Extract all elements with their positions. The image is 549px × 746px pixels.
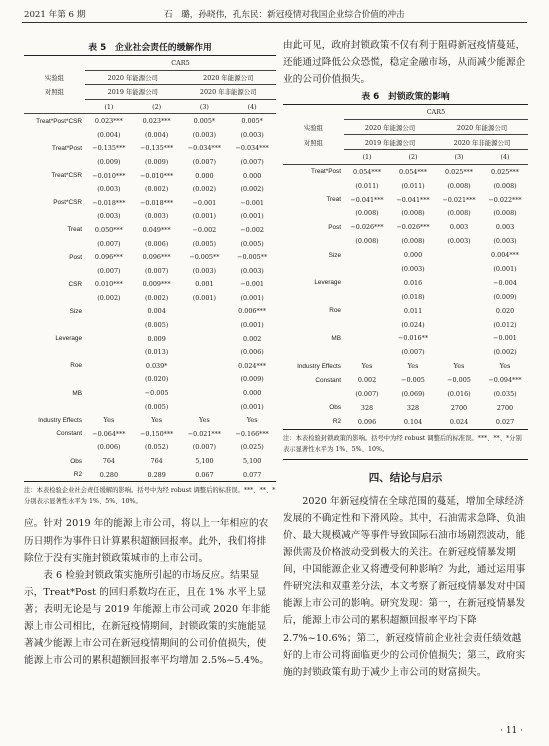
table5-cell-coef: 0.006*** bbox=[238, 307, 267, 316]
table6-cell-se: (0.008) bbox=[355, 209, 379, 218]
table6-cell-se bbox=[344, 290, 390, 304]
table6-cell-coef: 2700 bbox=[450, 403, 468, 412]
table5-cell-se: (0.001) bbox=[192, 293, 217, 302]
table5-cell-se: (0.001) bbox=[240, 321, 264, 330]
table5-cell-coef: 0.000 bbox=[195, 171, 214, 180]
table6-se-row bbox=[283, 290, 528, 304]
table6-cell-se: (0.001) bbox=[493, 265, 517, 274]
table5-row-label: MB bbox=[72, 389, 82, 397]
table6-row bbox=[283, 415, 528, 429]
table6-group1-exp: 2020 年能源公司 bbox=[344, 120, 436, 135]
table6-colnum: (2) bbox=[408, 152, 418, 161]
table5-cell-coef: 0.004 bbox=[147, 307, 166, 316]
table6-cell-se bbox=[436, 262, 482, 276]
table5-cell-coef: −0.034*** bbox=[187, 144, 221, 153]
table5-row bbox=[24, 250, 276, 264]
table5-cell-coef bbox=[85, 386, 133, 400]
table5-cell-coef: −0.005 bbox=[144, 389, 169, 398]
table5-cell-coef: −0.135*** bbox=[92, 144, 126, 153]
table6-cell-coef: 0.011 bbox=[403, 306, 423, 315]
table5-cell-coef: −0.018*** bbox=[140, 198, 174, 207]
table6-cell-se: (0.011) bbox=[355, 181, 379, 190]
table5-se-row bbox=[24, 345, 276, 359]
table6-cell-se: (0.035) bbox=[493, 390, 517, 399]
table5-cell-coef: −0.010*** bbox=[92, 171, 126, 180]
table6-cell-coef: 0.027 bbox=[495, 417, 515, 426]
table6-colnum: (4) bbox=[500, 152, 510, 161]
table6-cell-coef: −0.041*** bbox=[396, 195, 430, 204]
table5-group1-exp: 2020 年能源公司 bbox=[85, 70, 181, 85]
table5-cell-se: (0.007) bbox=[97, 266, 121, 275]
table6-cell-se bbox=[344, 345, 390, 359]
table6-row-label: R2 bbox=[332, 418, 341, 426]
table5-se-row bbox=[24, 155, 276, 169]
table5-caption: 表 5 企业社会责任的缓解作用 bbox=[88, 43, 212, 53]
table5-cell-coef: −0.034*** bbox=[235, 144, 269, 153]
table5-row bbox=[24, 169, 276, 183]
table5-cell-coef: −0.001 bbox=[240, 280, 264, 289]
conclusion-paragraph: 2020 年新冠疫情在全球范围的蔓延，增加全球经济发展的不确定性和下滑风险。其中，石油需求急降、负油价、最大规模减产等事件导致国际石油市场剧烈波动，能源供需及价格波动受到极大的关注。在新冠疫情暴发期间，中国能源企业又将遭受何种影响？为此，通过运用事件研究法和双重差分法，本文考察了新冠疫情暴发对中国能源上市公司的影响。研究发现：第一，在新冠疫情暴发后，能源上市公司的累积超额回报率平均下降 2.7%~10.6%；第二，新冠疫情前企业社会责任绩效越好的上市公司将面临更少的公司价值损失；第三，政府实施的封锁政策有助于减少上市公司的财富损失。 bbox=[283, 495, 526, 678]
table6-cell-coef: Yes bbox=[407, 362, 419, 371]
table6-cell-coef: −0.041*** bbox=[350, 195, 384, 204]
table5-cell-coef: 0.000 bbox=[242, 389, 262, 398]
table6-cell-se: (0.002) bbox=[493, 348, 517, 357]
table6-se-row bbox=[283, 234, 528, 248]
table6-cell-coef: −0.022*** bbox=[488, 195, 522, 204]
table5-cell-se bbox=[181, 318, 229, 332]
table6-cell-se: (0.008) bbox=[493, 209, 517, 218]
table6-row bbox=[283, 304, 528, 318]
table5 bbox=[24, 55, 276, 481]
table6-se-row bbox=[283, 318, 528, 332]
table5-se-row bbox=[24, 318, 276, 332]
table5-cell-se: (0.006) bbox=[144, 239, 169, 248]
table6-cell-coef: −0.094*** bbox=[488, 376, 522, 385]
table6-cell-coef: 0.016 bbox=[403, 278, 423, 287]
table6-cell-coef: 328 bbox=[360, 403, 374, 412]
table6-se-row bbox=[283, 207, 528, 221]
table5-exp-label: 实验组 bbox=[44, 73, 65, 82]
table6-cell-se bbox=[344, 318, 390, 332]
table5-cell-se: (0.001) bbox=[240, 293, 264, 302]
table5-cell-se: (0.013) bbox=[144, 348, 169, 357]
table5-cell-coef: −0.150*** bbox=[140, 429, 174, 438]
table6-cell-se: (0.008) bbox=[447, 181, 471, 190]
table5-cell-se: (0.003) bbox=[144, 212, 169, 221]
table5-cell-coef: 0.067 bbox=[195, 470, 214, 479]
table5-cell-coef: 0.005* bbox=[241, 117, 263, 126]
table5-cell-coef bbox=[85, 305, 133, 319]
table5-cell-se bbox=[181, 400, 229, 414]
table5-row-label: Roe bbox=[70, 362, 82, 370]
table5-cell-se: (0.006) bbox=[97, 443, 121, 452]
table6-cell-coef: 2700 bbox=[496, 403, 514, 412]
table5-cell-coef: 0.049*** bbox=[142, 225, 171, 234]
table6-cell-se bbox=[436, 345, 482, 359]
table5-cell-se: (0.006) bbox=[240, 348, 264, 357]
table5-row bbox=[24, 142, 276, 156]
table5-cell-coef: 0.289 bbox=[147, 470, 166, 479]
table6-cell-se bbox=[344, 262, 390, 276]
table5-cell-se: (0.007) bbox=[192, 443, 217, 452]
table6-cell-coef: −0.016** bbox=[397, 334, 429, 343]
table5-cell-se: (0.005) bbox=[240, 239, 264, 248]
table5-colnum: (2) bbox=[152, 102, 162, 111]
header-rule bbox=[22, 22, 527, 23]
table5-cell-coef: 5,100 bbox=[242, 457, 262, 466]
table6-cell-coef: 0.000 bbox=[403, 251, 423, 260]
table6-cell-se: (0.007) bbox=[401, 348, 425, 357]
table5-cell-coef bbox=[85, 359, 133, 373]
table6-row-label: Constant bbox=[315, 376, 341, 384]
table5-cell-coef: −0.002 bbox=[192, 225, 217, 234]
table5-cell-coef: −0.021*** bbox=[187, 429, 221, 438]
table5-row bbox=[24, 468, 276, 482]
table5-cell-coef: 0.010*** bbox=[94, 280, 123, 289]
table6-cell-coef: 0.104 bbox=[403, 417, 423, 426]
table5-row-label: Industry Effects bbox=[38, 416, 82, 424]
table5-cell-coef bbox=[181, 305, 229, 319]
table6-cell-coef: −0.021*** bbox=[442, 195, 476, 204]
table6-cell-coef bbox=[436, 276, 482, 290]
table5-cell-se: (0.009) bbox=[97, 157, 121, 166]
table6-cell-se bbox=[436, 290, 482, 304]
table6-cell-coef bbox=[436, 304, 482, 318]
table5-cell-se: (0.005) bbox=[144, 321, 169, 330]
table5-cell-coef: −0.018*** bbox=[92, 198, 126, 207]
table5-group2-ctl: 2020 年非能源公司 bbox=[181, 85, 277, 100]
table6-row-label: Obs bbox=[329, 404, 341, 412]
table5-se-row bbox=[24, 128, 276, 142]
table5-cell-coef bbox=[181, 359, 229, 373]
table6-row bbox=[283, 220, 528, 234]
table6-colnum: (3) bbox=[454, 152, 464, 161]
table5-cell-coef bbox=[85, 332, 133, 346]
table5-cell-coef: −0.005** bbox=[189, 253, 220, 262]
table5-se-row bbox=[24, 237, 276, 251]
table5-se-row bbox=[24, 182, 276, 196]
table6-cell-coef: −0.005 bbox=[401, 376, 425, 385]
issue-label: 2021 年第 6 期 bbox=[24, 10, 86, 20]
table5-cell-se: (0.005) bbox=[192, 239, 217, 248]
table5-cell-coef: 0.077 bbox=[242, 470, 262, 479]
table5-cell-coef: 0.009 bbox=[147, 334, 166, 343]
table6-cell-coef: −0.004 bbox=[493, 278, 517, 287]
table6-cell-coef: 0.096 bbox=[357, 417, 377, 426]
table5-colnum: (1) bbox=[104, 102, 114, 111]
right-top-paragraph: 由此可见，政府封锁政策不仅有利于阻碍新冠疫情蔓延，还能通过降低公众恐慌，稳定金融市场，从而减少能源企业的公司价值损失。 bbox=[283, 40, 526, 86]
authors-title: 石 璐，孙晓伟，孔东民：新冠疫情对我国企业综合价值的冲击 bbox=[164, 10, 405, 20]
table5-se-row bbox=[24, 210, 276, 224]
table6-se-row bbox=[283, 179, 528, 193]
table5-cell-se: (0.003) bbox=[192, 130, 217, 139]
table5-cell-coef bbox=[181, 332, 229, 346]
table6-cell-coef bbox=[344, 276, 390, 290]
table6-cell-se: (0.016) bbox=[447, 390, 471, 399]
table5-se-row bbox=[24, 264, 276, 278]
table5-cell-coef: Yes bbox=[103, 416, 115, 425]
table5-group1-ctl: 2019 年能源公司 bbox=[85, 85, 181, 100]
table5-se-row bbox=[24, 400, 276, 414]
table5-cell-coef: −0.064*** bbox=[92, 429, 126, 438]
table5-cell-coef: 0.050*** bbox=[94, 225, 123, 234]
table5-cell-se: (0.003) bbox=[97, 185, 121, 194]
table5-cell-coef: 0.001 bbox=[195, 280, 214, 289]
table6-cell-coef: 0.025*** bbox=[445, 167, 473, 176]
table6-exp-label: 实验组 bbox=[303, 123, 324, 132]
table5-row-label: Leverage bbox=[55, 335, 82, 343]
table5-cell-coef: 0.002 bbox=[242, 334, 262, 343]
table5-cell-se: (0.020) bbox=[144, 375, 169, 384]
table5-dep-var: CAR5 bbox=[85, 56, 276, 71]
table5-cell-coef: −0.005** bbox=[237, 253, 268, 262]
table5-cell-coef: 0.096*** bbox=[142, 253, 171, 262]
table5-cell-se: (0.003) bbox=[97, 212, 121, 221]
table5-cell-se: (0.002) bbox=[97, 293, 121, 302]
table5-row bbox=[24, 114, 276, 128]
table6-cell-coef bbox=[344, 248, 390, 262]
table5-row bbox=[24, 359, 276, 373]
table6-cell-se: (0.018) bbox=[401, 292, 425, 301]
table5-group2-exp: 2020 年能源公司 bbox=[181, 70, 277, 85]
table6-cell-se: (0.003) bbox=[447, 237, 471, 246]
right-column bbox=[283, 40, 528, 681]
table6-cell-coef: −0.005 bbox=[447, 376, 471, 385]
table6-note: 注：本表检验封锁政策的影响。括号中为经 robust 调整后的标准误。***、**、*分别表示显著性水平为 1%、5%、10%。 bbox=[283, 429, 528, 460]
table5-cell-se: (0.001) bbox=[240, 212, 264, 221]
table5-cell-se: (0.003) bbox=[240, 130, 264, 139]
table5-cell-coef: Yes bbox=[246, 416, 258, 425]
table5-cell-coef: 764 bbox=[150, 457, 163, 466]
table6-dep-var: CAR5 bbox=[344, 105, 528, 120]
table6-se-row bbox=[283, 262, 528, 276]
table6-group2-ctl: 2020 年非能源公司 bbox=[436, 135, 528, 150]
table5-cell-coef: Yes bbox=[199, 416, 210, 425]
table5-cell-se: (0.003) bbox=[240, 266, 264, 275]
table5-row-label: Size bbox=[69, 307, 82, 315]
table6-cell-coef: 0.020 bbox=[495, 306, 515, 315]
table5-cell-se: (0.004) bbox=[144, 130, 169, 139]
table5-cell-coef: Yes bbox=[151, 416, 162, 425]
table6-cell-se: (0.003) bbox=[401, 265, 425, 274]
table5-row bbox=[24, 223, 276, 237]
table5-colnum: (3) bbox=[199, 102, 209, 111]
table5-cell-coef: −0.001 bbox=[192, 198, 217, 207]
table6-cell-coef bbox=[436, 248, 482, 262]
table5-cell-se: (0.007) bbox=[192, 157, 217, 166]
table5-cell-se: (0.009) bbox=[144, 157, 169, 166]
table6-cell-coef bbox=[344, 332, 390, 346]
table6-cell-coef: Yes bbox=[499, 362, 511, 371]
table6-cell-se: (0.008) bbox=[447, 209, 471, 218]
table5-cell-se: (0.002) bbox=[144, 185, 169, 194]
table5-cell-se: (0.007) bbox=[144, 266, 169, 275]
table5-cell-se bbox=[85, 400, 133, 414]
left-column bbox=[24, 40, 276, 669]
table5-note: 注：本表检验企业社会责任缓解的影响。括号中为经 robust 调整后的标准误。***、**、*分别表示显著性水平为 1%、5%、10%。 bbox=[24, 481, 276, 511]
table6-cell-coef: 0.054*** bbox=[399, 167, 427, 176]
table6-row-label: Roe bbox=[329, 307, 341, 315]
table6-row-label: Treat bbox=[326, 196, 341, 204]
table5-cell-coef: −0.166*** bbox=[235, 429, 269, 438]
table5-cell-se bbox=[181, 373, 229, 387]
table5-cell-coef: 0.039* bbox=[145, 361, 168, 370]
table5-row-label: Post bbox=[69, 253, 82, 261]
table5-cell-se: (0.001) bbox=[240, 402, 264, 411]
table5-cell-se bbox=[85, 345, 133, 359]
left-paragraph-1: 应。针对 2019 年的能源上市公司，将以上一年相应的农历日期作为事件日计算累积超额回报率。此外，我们将排除位于没有实施封锁政策城市的上市公司。 bbox=[24, 518, 269, 564]
table5-row bbox=[24, 196, 276, 210]
table6-cell-coef: Yes bbox=[361, 362, 373, 371]
table6-cell-coef: −0.001 bbox=[493, 334, 517, 343]
table5-cell-coef: 0.005* bbox=[193, 117, 216, 126]
table5-cell-se: (0.001) bbox=[192, 212, 217, 221]
table6-group2-exp: 2020 年能源公司 bbox=[436, 120, 528, 135]
table5-row-label: Treat*Post bbox=[52, 144, 82, 152]
table6-cell-coef: −0.026*** bbox=[396, 223, 430, 232]
table5-row-label: Obs bbox=[70, 457, 82, 465]
left-paragraph-2: 表 6 检验封锁政策实施所引起的市场反应。结果显示，Treat*Post 的回归系数均在正，且在 1% 水平上显著；表明无论是与 2019 年能源上市公司或 2020 年非能源上市公司相比，在新冠疫情期间，封锁政策的实施能显著减少能源上市公司在新冠疫情期间的公司价值损失，使能源上市公司的累积超额回报率平均增加 2.5%~5.4%。 bbox=[24, 569, 271, 667]
table6-cell-coef: 0.025*** bbox=[491, 167, 519, 176]
table5-colnum: (4) bbox=[247, 102, 257, 111]
table6-row bbox=[283, 332, 528, 346]
table5-cell-coef: 0.000 bbox=[242, 171, 262, 180]
table6 bbox=[283, 104, 528, 428]
table6-cell-se: (0.012) bbox=[493, 320, 517, 329]
table6-cell-coef: 0.054*** bbox=[353, 167, 381, 176]
table6-ctl-label: 对照组 bbox=[303, 138, 324, 147]
table5-row-label: CSR bbox=[68, 280, 82, 288]
table6-cell-se: (0.007) bbox=[355, 390, 379, 399]
table5-row bbox=[24, 332, 276, 346]
table5-se-row bbox=[24, 373, 276, 387]
table5-cell-se: (0.002) bbox=[240, 185, 264, 194]
table5-se-row bbox=[24, 291, 276, 305]
table6-se-row bbox=[283, 387, 528, 401]
table6-cell-coef: 328 bbox=[406, 403, 420, 412]
section-title: 四、结论与启示 bbox=[368, 471, 443, 484]
table6-cell-se: (0.003) bbox=[493, 237, 517, 246]
table6-cell-coef bbox=[344, 304, 390, 318]
table6-row bbox=[283, 373, 528, 387]
table6-cell-coef bbox=[436, 332, 482, 346]
table6-cell-coef: 0.024 bbox=[449, 417, 469, 426]
table5-cell-se: (0.007) bbox=[240, 157, 264, 166]
table5-row bbox=[24, 386, 276, 400]
table6-row-label: Post bbox=[328, 223, 341, 231]
table6-cell-se: (0.011) bbox=[401, 181, 425, 190]
table5-row bbox=[24, 413, 276, 427]
table5-row-label: R2 bbox=[73, 471, 82, 479]
table6-cell-se: (0.008) bbox=[401, 237, 425, 246]
table5-cell-se: (0.002) bbox=[192, 185, 217, 194]
table5-row bbox=[24, 454, 276, 468]
table6-row-label: Industry Effects bbox=[297, 362, 341, 370]
table5-cell-coef: 0.024*** bbox=[238, 361, 267, 370]
table5-se-row bbox=[24, 441, 276, 455]
table5-cell-coef: −0.010*** bbox=[140, 171, 174, 180]
table6-cell-coef: −0.026*** bbox=[350, 223, 384, 232]
table6-row bbox=[283, 248, 528, 262]
table5-row bbox=[24, 278, 276, 292]
table5-cell-se bbox=[181, 345, 229, 359]
table6-colnum: (1) bbox=[362, 152, 372, 161]
table5-cell-se: (0.009) bbox=[240, 375, 264, 384]
table6-cell-se: (0.009) bbox=[493, 292, 517, 301]
table6-row bbox=[283, 401, 528, 415]
table6-cell-coef: 0.003 bbox=[449, 223, 469, 232]
table6-row bbox=[283, 359, 528, 373]
table6-caption: 表 6 封锁政策的影响 bbox=[361, 92, 450, 103]
table5-row bbox=[24, 427, 276, 441]
table5-cell-coef: −0.001 bbox=[240, 198, 264, 207]
table5-cell-se bbox=[85, 373, 133, 387]
table6-group1-ctl: 2019 年能源公司 bbox=[344, 135, 436, 150]
table6-row bbox=[283, 164, 528, 178]
table5-row-label: Treat*CSR bbox=[51, 172, 82, 180]
table5-row-label: Constant bbox=[56, 430, 82, 438]
table6-row-label: Leverage bbox=[314, 279, 341, 287]
table5-cell-coef: 0.023*** bbox=[142, 117, 171, 126]
table5-cell-coef: 0.009*** bbox=[142, 280, 171, 289]
table6-cell-coef: 0.002 bbox=[357, 376, 377, 385]
table6-cell-se: (0.008) bbox=[401, 209, 425, 218]
table5-cell-se: (0.004) bbox=[97, 130, 121, 139]
table5-row-label: Treat*Post*CSR bbox=[36, 117, 82, 125]
table6-cell-se: (0.008) bbox=[493, 181, 517, 190]
table5-cell-coef: 5,100 bbox=[195, 457, 214, 466]
table5-cell-coef: 0.280 bbox=[99, 470, 119, 479]
table6-cell-se: (0.024) bbox=[401, 320, 425, 329]
table5-row-label: Treat bbox=[67, 226, 82, 234]
table6-cell-coef: 0.003 bbox=[495, 223, 515, 232]
table6-row bbox=[283, 193, 528, 207]
table5-cell-se: (0.002) bbox=[144, 293, 169, 302]
table6-cell-coef: Yes bbox=[453, 362, 465, 371]
table5-cell-coef: −0.135*** bbox=[140, 144, 174, 153]
table5-cell-se: (0.005) bbox=[144, 402, 169, 411]
table5-cell-se: (0.025) bbox=[240, 443, 264, 452]
table6-row-label: Size bbox=[328, 251, 341, 259]
table5-row-label: Post*CSR bbox=[53, 199, 82, 207]
table6-se-row bbox=[283, 345, 528, 359]
page-number: · 11 · bbox=[500, 726, 523, 736]
table6-cell-se: (0.008) bbox=[355, 237, 379, 246]
table5-cell-se bbox=[85, 318, 133, 332]
table5-cell-coef: 764 bbox=[102, 457, 115, 466]
table6-cell-se bbox=[436, 318, 482, 332]
table5-cell-coef: 0.023*** bbox=[94, 117, 123, 126]
table6-row-label: MB bbox=[331, 334, 341, 342]
table5-cell-se: (0.052) bbox=[144, 443, 169, 452]
table6-cell-coef: 0.004*** bbox=[491, 251, 519, 260]
table5-cell-coef: −0.002 bbox=[240, 225, 264, 234]
table5-cell-coef bbox=[181, 386, 229, 400]
table5-row bbox=[24, 305, 276, 319]
table6-row bbox=[283, 276, 528, 290]
table5-cell-se: (0.003) bbox=[192, 266, 217, 275]
table6-cell-se: (0.069) bbox=[401, 390, 425, 399]
table5-cell-se: (0.007) bbox=[97, 239, 121, 248]
table6-row-label: Treat*Post bbox=[311, 168, 341, 176]
table5-ctl-label: 对照组 bbox=[44, 88, 65, 97]
table5-cell-coef: 0.096*** bbox=[94, 253, 123, 262]
